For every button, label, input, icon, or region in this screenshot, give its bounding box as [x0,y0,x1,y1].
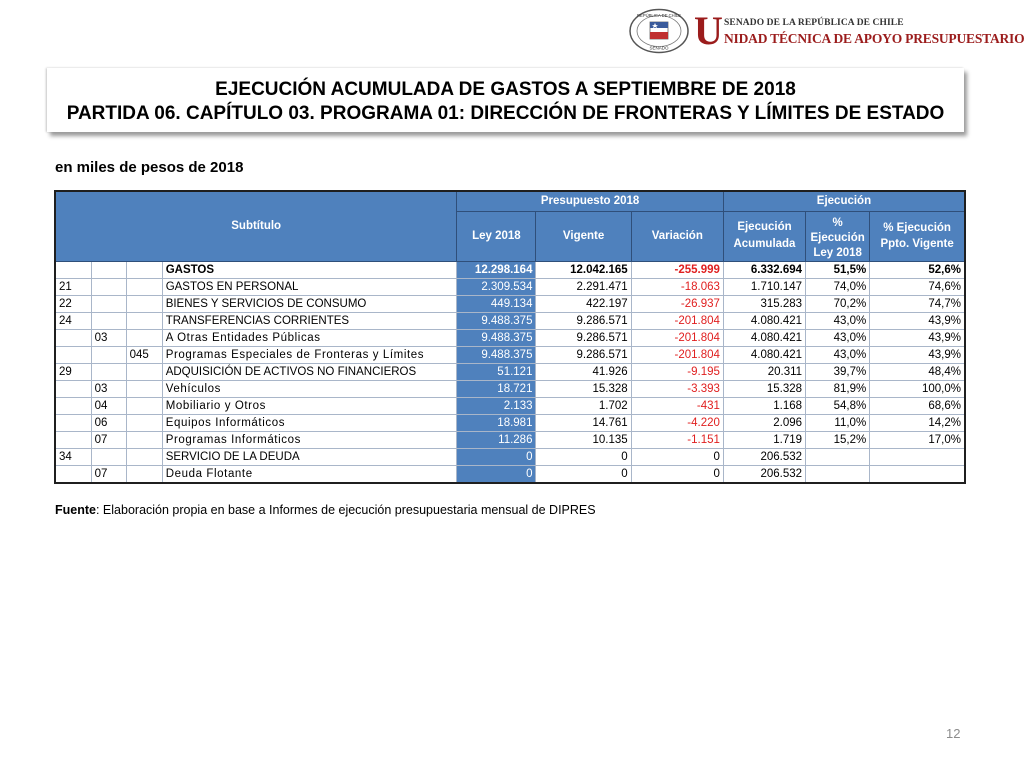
cell-item: 07 [91,431,126,448]
cell-vigente: 422.197 [536,295,631,312]
cell-ley-2018: 9.488.375 [457,329,536,346]
cell-asignacion [126,261,162,278]
cell-asignacion [126,363,162,380]
cell-pct-ejecucion-ley [806,465,870,483]
table-row [55,346,965,363]
source-label: Fuente [55,503,96,517]
table-row [55,397,965,414]
cell-asignacion [126,312,162,329]
cell-variacion: -255.999 [631,261,723,278]
cell-item [91,261,126,278]
table-row [55,329,965,346]
cell-pct-ejecucion-ley: 43,0% [806,346,870,363]
cell-vigente: 2.291.471 [536,278,631,295]
cell-ejecucion-acumulada: 6.332.694 [723,261,805,278]
cell-ley-2018: 0 [457,448,536,465]
cell-asignacion [126,414,162,431]
cell-ejecucion-acumulada: 2.096 [723,414,805,431]
cell-variacion: -3.393 [631,380,723,397]
cell-item: 04 [91,397,126,414]
header-pct-ley-3: Ley 2018 [813,246,862,259]
cell-vigente: 1.702 [536,397,631,414]
cell-variacion: -18.063 [631,278,723,295]
table-row [55,380,965,397]
cell-description: A Otras Entidades Públicas [162,329,457,346]
cell-item [91,312,126,329]
table-row [55,312,965,329]
cell-item [91,346,126,363]
header-presupuesto: Presupuesto 2018 [457,191,724,211]
cell-pct-ejecucion-vigente: 17,0% [870,431,965,448]
cell-subtitulo: 29 [55,363,91,380]
cell-description: Vehículos [162,380,457,397]
header-ejec-acum-2: Acumulada [733,238,796,250]
cell-asignacion [126,380,162,397]
cell-variacion: -4.220 [631,414,723,431]
cell-ejecucion-acumulada: 1.710.147 [723,278,805,295]
header-pct-ley-2: Ejecución [810,231,865,244]
cell-variacion: -201.804 [631,312,723,329]
cell-vigente: 15.328 [536,380,631,397]
cell-description: SERVICIO DE LA DEUDA [162,448,457,465]
cell-subtitulo [55,431,91,448]
cell-variacion: -1.151 [631,431,723,448]
cell-ley-2018: 12.298.164 [457,261,536,278]
cell-pct-ejecucion-ley: 51,5% [806,261,870,278]
cell-ley-2018: 51.121 [457,363,536,380]
cell-description: GASTOS [162,261,457,278]
senate-seal-icon [628,8,690,54]
cell-item [91,448,126,465]
cell-description: ADQUISICIÓN DE ACTIVOS NO FINANCIEROS [162,363,457,380]
cell-subtitulo [55,346,91,363]
cell-variacion: -26.937 [631,295,723,312]
source-note [55,503,596,517]
cell-ejecucion-acumulada: 4.080.421 [723,329,805,346]
header-pct-vig [870,211,965,261]
brand-unidad-line: NIDAD TÉCNICA DE APOYO PRESUPUESTARIO [724,31,1024,46]
table-row [55,431,965,448]
cell-pct-ejecucion-vigente: 14,2% [870,414,965,431]
cell-variacion: -431 [631,397,723,414]
cell-ejecucion-acumulada: 206.532 [723,465,805,483]
cell-item [91,363,126,380]
table-row [55,295,965,312]
cell-variacion: -201.804 [631,329,723,346]
table-row [55,261,965,278]
page-number: 12 [946,726,961,741]
header-pct-vig-1: % Ejecución [883,222,951,234]
cell-asignacion [126,465,162,483]
budget-table [54,190,966,484]
cell-pct-ejecucion-ley: 15,2% [806,431,870,448]
cell-description: Programas Informáticos [162,431,457,448]
cell-vigente: 12.042.165 [536,261,631,278]
cell-ejecucion-acumulada: 15.328 [723,380,805,397]
cell-item: 06 [91,414,126,431]
header-ejec-acum-1: Ejecución [737,221,792,233]
cell-pct-ejecucion-vigente: 74,7% [870,295,965,312]
cell-description: Deuda Flotante [162,465,457,483]
cell-asignacion: 045 [126,346,162,363]
cell-ejecucion-acumulada: 1.719 [723,431,805,448]
cell-item: 07 [91,465,126,483]
cell-subtitulo: 24 [55,312,91,329]
cell-description: Programas Especiales de Fronteras y Límites [162,346,457,363]
cell-ley-2018: 9.488.375 [457,346,536,363]
source-text: : Elaboración propia en base a Informes de ejecución presupuestaria mensual de DIPRES [95,503,596,517]
cell-vigente: 10.135 [536,431,631,448]
units-label: en miles de pesos de 2018 [55,159,244,176]
cell-description: GASTOS EN PERSONAL [162,278,457,295]
cell-pct-ejecucion-ley: 74,0% [806,278,870,295]
cell-subtitulo [55,380,91,397]
cell-pct-ejecucion-ley: 54,8% [806,397,870,414]
cell-ley-2018: 9.488.375 [457,312,536,329]
senate-logo [628,8,1024,56]
cell-pct-ejecucion-vigente: 43,9% [870,312,965,329]
cell-ejecucion-acumulada: 20.311 [723,363,805,380]
cell-item: 03 [91,380,126,397]
cell-pct-ejecucion-vigente: 68,6% [870,397,965,414]
header-subtitulo: Subtítulo [55,191,457,261]
header-pct-vig-2: Ppto. Vigente [880,238,954,250]
cell-asignacion [126,329,162,346]
cell-ley-2018: 0 [457,465,536,483]
cell-ley-2018: 2.133 [457,397,536,414]
cell-item: 03 [91,329,126,346]
cell-ejecucion-acumulada: 4.080.421 [723,312,805,329]
cell-vigente: 0 [536,448,631,465]
cell-pct-ejecucion-vigente: 43,9% [870,346,965,363]
cell-subtitulo [55,329,91,346]
cell-subtitulo: 21 [55,278,91,295]
cell-pct-ejecucion-vigente: 52,6% [870,261,965,278]
cell-pct-ejecucion-ley: 11,0% [806,414,870,431]
cell-item [91,278,126,295]
cell-ejecucion-acumulada: 206.532 [723,448,805,465]
cell-item [91,295,126,312]
header-ejecucion: Ejecución [723,191,965,211]
table-row [55,414,965,431]
cell-asignacion [126,295,162,312]
cell-vigente: 14.761 [536,414,631,431]
cell-ejecucion-acumulada: 315.283 [723,295,805,312]
cell-pct-ejecucion-ley: 81,9% [806,380,870,397]
cell-pct-ejecucion-vigente [870,448,965,465]
cell-vigente: 9.286.571 [536,346,631,363]
header-ley: Ley 2018 [457,211,536,261]
header-pct-ley-1: % [832,216,843,229]
cell-pct-ejecucion-vigente: 100,0% [870,380,965,397]
cell-variacion: -201.804 [631,346,723,363]
cell-subtitulo: 22 [55,295,91,312]
header-pct-ley [806,211,870,261]
cell-subtitulo: 34 [55,448,91,465]
svg-text:REPÚBLICA DE CHILE: REPÚBLICA DE CHILE [637,13,681,18]
cell-description: Equipos Informáticos [162,414,457,431]
svg-text:SENADO: SENADO [649,45,669,51]
cell-ley-2018: 2.309.534 [457,278,536,295]
header-vigente: Vigente [536,211,631,261]
title-line-1: EJECUCIÓN ACUMULADA DE GASTOS A SEPTIEMBRE DE 2018 [215,79,796,100]
cell-variacion: -9.195 [631,363,723,380]
cell-description: BIENES Y SERVICIOS DE CONSUMO [162,295,457,312]
cell-pct-ejecucion-vigente: 43,9% [870,329,965,346]
cell-asignacion [126,278,162,295]
cell-pct-ejecucion-ley [806,448,870,465]
cell-ley-2018: 18.721 [457,380,536,397]
cell-vigente: 0 [536,465,631,483]
cell-subtitulo [55,414,91,431]
cell-asignacion [126,431,162,448]
cell-subtitulo [55,397,91,414]
header-variacion: Variación [631,211,723,261]
cell-subtitulo [55,465,91,483]
cell-ley-2018: 11.286 [457,431,536,448]
cell-vigente: 41.926 [536,363,631,380]
cell-vigente: 9.286.571 [536,329,631,346]
cell-pct-ejecucion-vigente [870,465,965,483]
cell-ejecucion-acumulada: 4.080.421 [723,346,805,363]
cell-asignacion [126,448,162,465]
table-row [55,278,965,295]
cell-pct-ejecucion-ley: 43,0% [806,312,870,329]
title-box [47,68,964,132]
cell-description: TRANSFERENCIAS CORRIENTES [162,312,457,329]
table-row [55,448,965,465]
brand-initial: U [694,8,723,53]
cell-pct-ejecucion-ley: 70,2% [806,295,870,312]
cell-variacion: 0 [631,448,723,465]
cell-pct-ejecucion-ley: 43,0% [806,329,870,346]
cell-description: Mobiliario y Otros [162,397,457,414]
cell-subtitulo [55,261,91,278]
title-line-2: PARTIDA 06. CAPÍTULO 03. PROGRAMA 01: DIRECCIÓN DE FRONTERAS Y LÍMITES DE ESTADO [66,103,945,124]
cell-ley-2018: 18.981 [457,414,536,431]
cell-variacion: 0 [631,465,723,483]
cell-vigente: 9.286.571 [536,312,631,329]
header-ejec-acum [723,211,805,261]
cell-pct-ejecucion-vigente: 48,4% [870,363,965,380]
table-row [55,363,965,380]
cell-ley-2018: 449.134 [457,295,536,312]
brand-senado-line: SENADO DE LA REPÚBLICA DE CHILE [724,18,904,28]
cell-ejecucion-acumulada: 1.168 [723,397,805,414]
cell-pct-ejecucion-vigente: 74,6% [870,278,965,295]
table-row [55,465,965,483]
cell-pct-ejecucion-ley: 39,7% [806,363,870,380]
cell-asignacion [126,397,162,414]
